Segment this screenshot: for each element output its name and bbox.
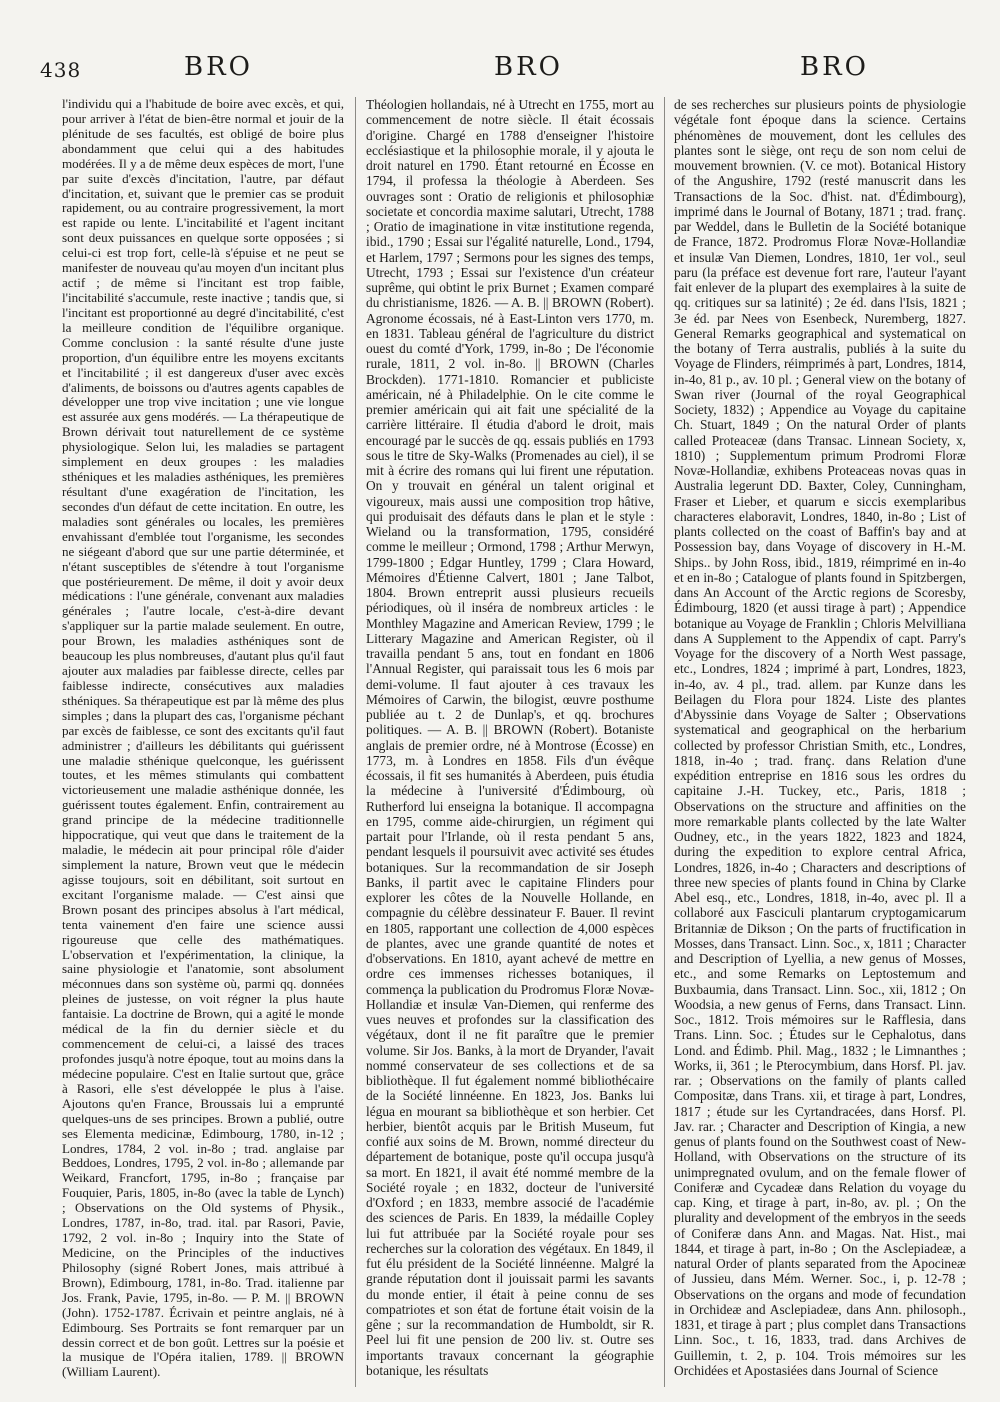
column-divider <box>355 97 356 1387</box>
page-header <box>0 52 1000 92</box>
page-number: 438 <box>40 58 82 82</box>
running-head-left: BRO <box>184 52 253 82</box>
text-column-2: Théologien hollandais, né à Utrecht en 1755, mort au commencement de notre siècle. Il était écossais d'origine. Chargé en 1788 d'enseigner l'histoire ecclésiastique et la philosophie morale, il y ajouta le droit naturel en 1790. Étant retourné en Écosse en 1794, il professa la théologie à Aberdeen. Ses ouvrages sont : Oratio de religionis et philosophiæ societate et concordia maxime salutari, Utrecht, 1788 ; Oratio de imaginatione in vitæ institutione regenda, ibid., 1790 ; Essai sur l'égalité naturelle, Lond., 1794, et Harlem, 1797 ; Sermons pour les signes des temps, Utrecht, 1793 ; Essai sur l'existence d'un créateur suprême, qui obtint le prix Burnet ; Examen comparé du christianisme, 1826. — A. B. || BROWN (Robert). Agronome écossais, né à East-Linton vers 1770, m. en 1831. Tableau général de l'agriculture du district ouest du comté d'York, 1799, in-8o ; De l'économie rurale, 1811, 2 vol. in-8o. || BROWN (Charles Brockden). 1771-1810. Romancier et publiciste américain, né à Philadelphie. On le cite comme le premier américain qui ait fait une spécialité de la carrière littéraire. Il étudia d'abord le droit, mais encouragé par le succès de qq. essais publiés en 1793 sous le titre de Sky-Walks (Promenades au ciel), il se mit à écrire des romans qui lui firent une réputation. On y trouvait en général un talent original et vigoureux, mais aussi une composition trop hâtive, qui produisait des défauts dans le plan et le style : Wieland ou la transformation, 1795, considéré comme le meilleur ; Ormond, 1798 ; Arthur Merwyn, 1799-1800 ; Edgar Huntley, 1799 ; Clara Howard, Mémoires d'Étienne Calvert, 1801 ; Jane Talbot, 1804. Brown entreprit aussi plusieurs recueils périodiques, où il inséra de nombreux articles : le Monthley Magazine and American Review, 1799 ; le Litterary Magazine and American Register, où il travailla pendant 5 ans, tout en fondant en 1806 l'Annual Register, qui paraissait tous les 6 mois par demi-volume. Il faut ajouter à ces travaux les Mémoires of Carwin, the bilogist, œuvre posthume publiée au t. 2 de Dunlap's, et qq. brochures politiques. — A. B. || BROWN (Robert). Botaniste anglais de premier ordre, né à Montrose (Écosse) en 1773, m. à Londres en 1858. Fils d'un évêque écossais, il fit ses humanités à Aberdeen, puis étudia la médecine à l'université d'Édimbourg, où Rutherford lui enseigna la botanique. Il accompagna en 1795, comme aide-chirurgien, un régiment qui partait pour l'Irlande, où il resta pendant 5 ans, pendant lesquels il poursuivit avec activité ses études botaniques. Sur la recommandation de sir Joseph Banks, il partit avec le capitaine Flinders pour explorer les côtes de la Nouvelle Hollande, en compagnie du célèbre dessinateur F. Bauer. Il revint en 1805, rapportant une collection de 4,000 espèces de plantes, avec une grande quantité de notes et d'observations. En 1810, ayant achevé de mettre en ordre ces immenses richesses botaniques, il commença la publication du Prodromus Floræ Novæ-Hollandiæ et insulæ Van-Diemen, qui renferme des vues neuves et profondes sur la classification des végétaux, dont il ne fit paraître que le premier volume. Sir Jos. Banks, à la mort de Dryander, l'avait nommé conservateur de ses collections et de sa bibliothèque. Il fut également nommé bibliothécaire de la Société linnéenne. En 1823, Jos. Banks lui légua en mourant sa bibliothèque et son herbier. Cet herbier, bientôt acquis par le British Museum, fut confié aux soins de M. Brown, nommé directeur du département de botanique, poste qu'il occupa jusqu'à sa mort. En 1821, il avait été nommé membre de la Société royale ; en 1832, docteur de l'université d'Oxford ; en 1833, membre associé de l'académie des sciences de Paris. En 1839, la médaille Copley lui fut attribuée par la Société royale pour ses recherches sur la coloration des végétaux. En 1849, il fut élu président de la Société linnéenne. Malgré la grande réputation dont il jouissait parmi les savants du monde entier, il était à peine connu de ses compatriotes et son état de fortune était voisin de la gêne ; sur la recommandation de Humboldt, sir R. Peel lui fit une pension de 200 liv. st. Outre ses importants travaux concernant la géographie botanique, les résultats <box>366 97 654 1378</box>
text-column-1: l'individu qui a l'habitude de boire avec excès, et qui, pour arriver à l'état de bien-être normal et jouir de la plénitude de ses facultés, est obligé de boire plus abondamment que celui qui a des habitudes modérées. Il y a de même deux espèces de mort, l'une par suite d'excès d'incitation, l'autre, par défaut d'incitation, et, suivant que le premier cas se produit rapidement, ou au contraire progressivement, la mort est rapide ou lente. L'incitabilité et l'agent incitant sont deux puissances en quelque sorte opposées ; si celui-ci est trop fort, celle-là s'épuise et ne peut se manifester de nouveau qu'au moyen d'un incitant plus actif ; de même si l'incitant est trop faible, l'incitabilité s'accumule, reste inactive ; tandis que, si l'incitant est proportionné au degré d'incitabilité, c'est la meilleure condition de l'équilibre organique. Comme conclusion : la santé résulte d'une juste proportion, d'un équilibre entre les moyens excitants et l'incitabilité ; il est dangereux d'user avec excès d'aliments, de boissons ou d'autres agents capables de développer une trop vive incitation ; une vie longue est assurée aux gens modérés. — La thérapeutique de Brown dérivait tout naturellement de ce système physiologique. Selon lui, les maladies se partagent simplement en deux groupes : les maladies sthéniques et les maladies asthéniques, les premières résultant d'une exagération de l'incitation, les secondes d'un défaut de cette incitation. En outre, les maladies sont générales ou locales, les premières envahissant d'emblée tout l'organisme, les secondes ne siégeant d'abord que sur une partie déterminée, et n'étant susceptibles de s'étendre à tout l'organisme que postérieurement. De même, il doit y avoir deux médications : l'une générale, convenant aux maladies générales ; l'autre locale, c'est-à-dire devant s'appliquer sur la partie malade seulement. En outre, pour Brown, les maladies asthéniques sont de beaucoup les plus nombreuses, d'autant plus qu'il faut ajouter aux maladies par faiblesse directe, celles par faiblesse indirecte, consécutives aux maladies sthéniques. Sa thérapeutique est par là même des plus simples ; dans la plupart des cas, l'organisme péchant par excès de faiblesse, ce sont des excitants qu'il faut administrer ; d'ailleurs les débilitants qui guérissent une maladie sthénique quelconque, les guérissent toutes, et les mêmes stimulants qui combattent victorieusement une maladie asthénique donnée, les guérissent toutes également. Enfin, contrairement au grand principe de la médecine traditionnelle hippocratique, qui veut que dans le traitement de la maladie, le médecin ait pour principal rôle d'aider simplement la nature, Brown veut que le médecin agisse toujours, soit en débilitant, soit surtout en excitant l'organisme malade. — C'est ainsi que Brown posant des principes absolus à l'art médical, tenta vainement d'en faire une science aussi rigoureuse que celle des mathématiques. L'observation et l'expérimentation, la clinique, la saine physiologie et l'anatomie, sont absolument méconnues dans son système où, parmi qq. données pleines de justesse, on voit régner la plus haute fantaisie. La doctrine de Brown, qui a agité le monde médical de la fin du dernier siècle et du commencement de celui-ci, a laissé des traces profondes jusqu'à notre époque, tout au moins dans la médecine populaire. C'est en Italie surtout que, grâce à Rasori, elle s'est développée le plus à l'aise. Ajoutons qu'en France, Broussais lui a emprunté quelques-uns de ses principes. Brown a publié, outre ses Elementa medicinæ, Edimbourg, 1780, in-12 ; Londres, 1784, 2 vol. in-8o ; trad. anglaise par Beddoes, Londres, 1795, 2 vol. in-8o ; allemande par Weikard, Francfort, 1795, in-8o ; française par Fouquier, Paris, 1805, in-8o (avec la table de Lynch) ; Observations on the Old systems of Physik., Londres, 1787, in-8o, trad. ital. par Rasori, Pavie, 1792, 2 vol. in-8o ; Inquiry into the State of Medicine, on the Principles of the inductives Philosophy (signé Robert Jones, mais attribué à Brown), Edimbourg, 1781, in-8o. Trad. italienne par Jos. Frank, Pavie, 1795, in-8o. — P. M. || BROWN (John). 1752-1787. Écrivain et peintre anglais, né à Edimbourg. Ses Portraits se font remarquer par un dessin correct et de bon goût. Lettres sur la poésie et la musique de l'Opéra italien, 1789. || BROWN (William Laurent). <box>62 97 344 1380</box>
column-divider <box>664 97 665 1387</box>
running-head-right: BRO <box>800 52 869 82</box>
running-head-center: BRO <box>494 52 563 82</box>
text-column-3: de ses recherches sur plusieurs points de physiologie végétale font époque dans la science. Certains phénomènes de mouvement, dont les cellules des plantes sont le siège, ont reçu de son nom celui de mouvement brownien. (V. ce mot). Botanical History of the Angushire, 1792 (resté manuscrit dans les Transactions de la Soc. d'hist. nat. d'Édimbourg), imprimé dans le Journal of Botany, 1871 ; trad. franç. par Weddel, dans le Bulletin de la Société botanique de France, 1872. Prodromus Floræ Novæ-Hollandiæ et insulæ Van Diemen, Londres, 1810, 1er vol., seul paru (la préface est devenue fort rare, l'auteur l'ayant fait enlever de la plupart des exemplaires à la suite de qq. critiques sur sa latinité) ; 2e éd. dans l'Isis, 1821 ; 3e éd. par Nees von Esenbeck, Nuremberg, 1827. General Remarks geographical and systematical on the botany of Terra australis, publiés à la suite du Voyage de Flinders, réimprimés à part, Londres, 1814, in-4o, 81 p., av. 10 pl. ; General view on the botany of Swan river (Journal of the royal Geographical Society, 1832) ; Appendice au Voyage du capitaine Ch. Stuart, 1849 ; On the natural Order of plants called Proteaceæ (dans Transac. Linnean Society, x, 1810) ; Supplementum primum Prodromi Floræ Novæ-Hollandiæ, exhibens Proteaceas novas quas in Australia legerunt DD. Baxter, Coley, Cunningham, Fraser et Lieber, et quarum e siccis exemplaribus characteres elaboravit, Londres, 1840, in-8o ; List of plants collected on the coast of Baffin's bay and at Possession bay, dans Voyage of discovery in H.-M. Ships.. by John Ross, ibid., 1819, réimprimé en in-4o et en in-8o ; Catalogue of plants found in Spitzbergen, dans An Account of the Arctic regions de Scoresby, Édimbourg, 1820 (et aussi tirage à part) ; Appendice botanique au Voyage de Franklin ; Chloris Melvilliana dans A Supplement to the Appendix of capt. Parry's Voyage for the discovery of a North West passage, etc., Londres, 1824 ; imprimé à part, Londres, 1823, in-4o, av. 4 pl., trad. allem. par Kunze dans les Beilagen du Flora pour 1824. Liste des plantes d'Abyssinie dans Voyage de Salter ; Observations systematical and geographical on the herbarium collected by professor Christian Smith, etc., Londres, 1818, in-4o ; trad. franç. dans Relation d'une expédition entreprise en 1816 sous les ordres du capitaine J.-H. Tuckey, etc., Paris, 1818 ; Observations on the structure and affinities on the more remarkable plants collected by the late Walter Oudney, etc., in the years 1822, 1823 and 1824, during the expedition to explore central Africa, Londres, 1826, in-4o ; Characters and descriptions of three new species of plants found in China by Clarke Abel esq., etc., Londres, 1818, in-4o, avec pl. Il a collaboré aux Fasciculi plantarum cryptogamicarum Britanniæ de Dikson ; On the parts of fructification in Mosses, dans Transact. Linn. Soc., x, 1811 ; Character and Description of Lyellia, a new genus of Mosses, etc., and some Remarks on Leptostemum and Buxbaumia, dans Transact. Linn. Soc., xii, 1812 ; On Woodsia, a new genus of Ferns, dans Transact. Linn. Soc., 1812. Trois mémoires sur le Rafflesia, dans Trans. Linn. Soc. ; Études sur le Cephalotus, dans Lond. and Édimb. Phil. Mag., 1832 ; le Limnanthes ; Works, ii, 361 ; le Pterocymbium, dans Horsf. Pl. jav. rar. ; Observations on the family of plants called Compositæ, dans Trans. xii, et tirage à part, Londres, 1817 ; étude sur les Cyrtandracées, dans Horsf. Pl. Jav. rar. ; Character and Description of Kingia, a new genus of plants found on the Southwest coast of New-Holland, with Observations on the structure of its unimpregnated ovulum, and on the female flower of Coniferæ and Cycadeæ dans Relation du voyage du cap. King, et tirage à part, in-8o, av. pl. ; On the plurality and development of the embryos in the seeds of Coniferæ dans Ann. and Magas. Nat. Hist., mai 1844, et tirage à part, in-8o ; On the Asclepiadeæ, a natural Order of plants separated from the Apocineæ of Jussieu, dans Mém. Werner. Soc., i, p. 12-78 ; Observations on the organs and mode of fecundation in Orchideæ and Asclepiadeæ, dans Ann. philosoph., 1831, et tirage à part ; plus complet dans Transactions Linn. Soc., t. 16, 1833, trad. dans Archives de Guillemin, t. 2, p. 104. Trois mémoires sur les Orchidées et Apostasiées dans Journal of Science <box>674 97 966 1378</box>
